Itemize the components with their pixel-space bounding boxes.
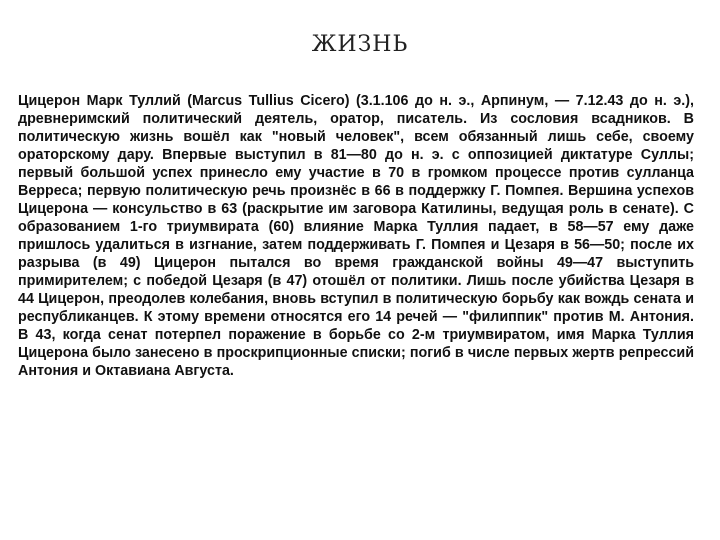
slide-title: ЖИЗНЬ [311,32,409,57]
slide-body-text: Цицерон Марк Туллий (Marcus Tullius Cicero) (3.1.106 до н. э., Арпинум, — 7.12.43 до н. э.), древнеримский политический деятель, оратор, писатель. Из сословия всадников. В политическую жизнь вошёл как "новый человек", всем обязанный лишь себе, своему ораторскому дару. Впервые выступил в 81—80 до н. э. с оппозицией диктатуре Суллы; первый большой успех принесло ему участие в 70 в громком процессе против сулланца Верреса; первую политическую речь произнёс в 66 в поддержку Г. Помпея. Вершина успехов Цицерона — консульство в 63 (раскрытие им заговора Катилины, ведущая роль в сенате). С образованием 1-го триумвирата (60) влияние Марка Туллия падает, в 58—57 ему даже пришлось удалиться в изгнание, затем поддерживать Г. Помпея и Цезаря в 56—50; после их разрыва (в 49) Цицерон пытался во время гражданской войны 49—47 выступить примирителем; с победой Цезаря (в 47) отошёл от политики. Лишь после убийства Цезаря в 44 Цицерон, преодолев колебания, вновь вступил в политическую борьбу как вождь сената и республиканцев. К этому времени относятся его 14 речей — "филиппик" против М. Антония. В 43, когда сенат потерпел поражение в борьбе со 2-м триумвиратом, имя Марка Туллия Цицерона было занесено в проскрипционные списки; погиб в числе первых жертв репрессий Антония и Октавиана Августа. [18,93,694,379]
